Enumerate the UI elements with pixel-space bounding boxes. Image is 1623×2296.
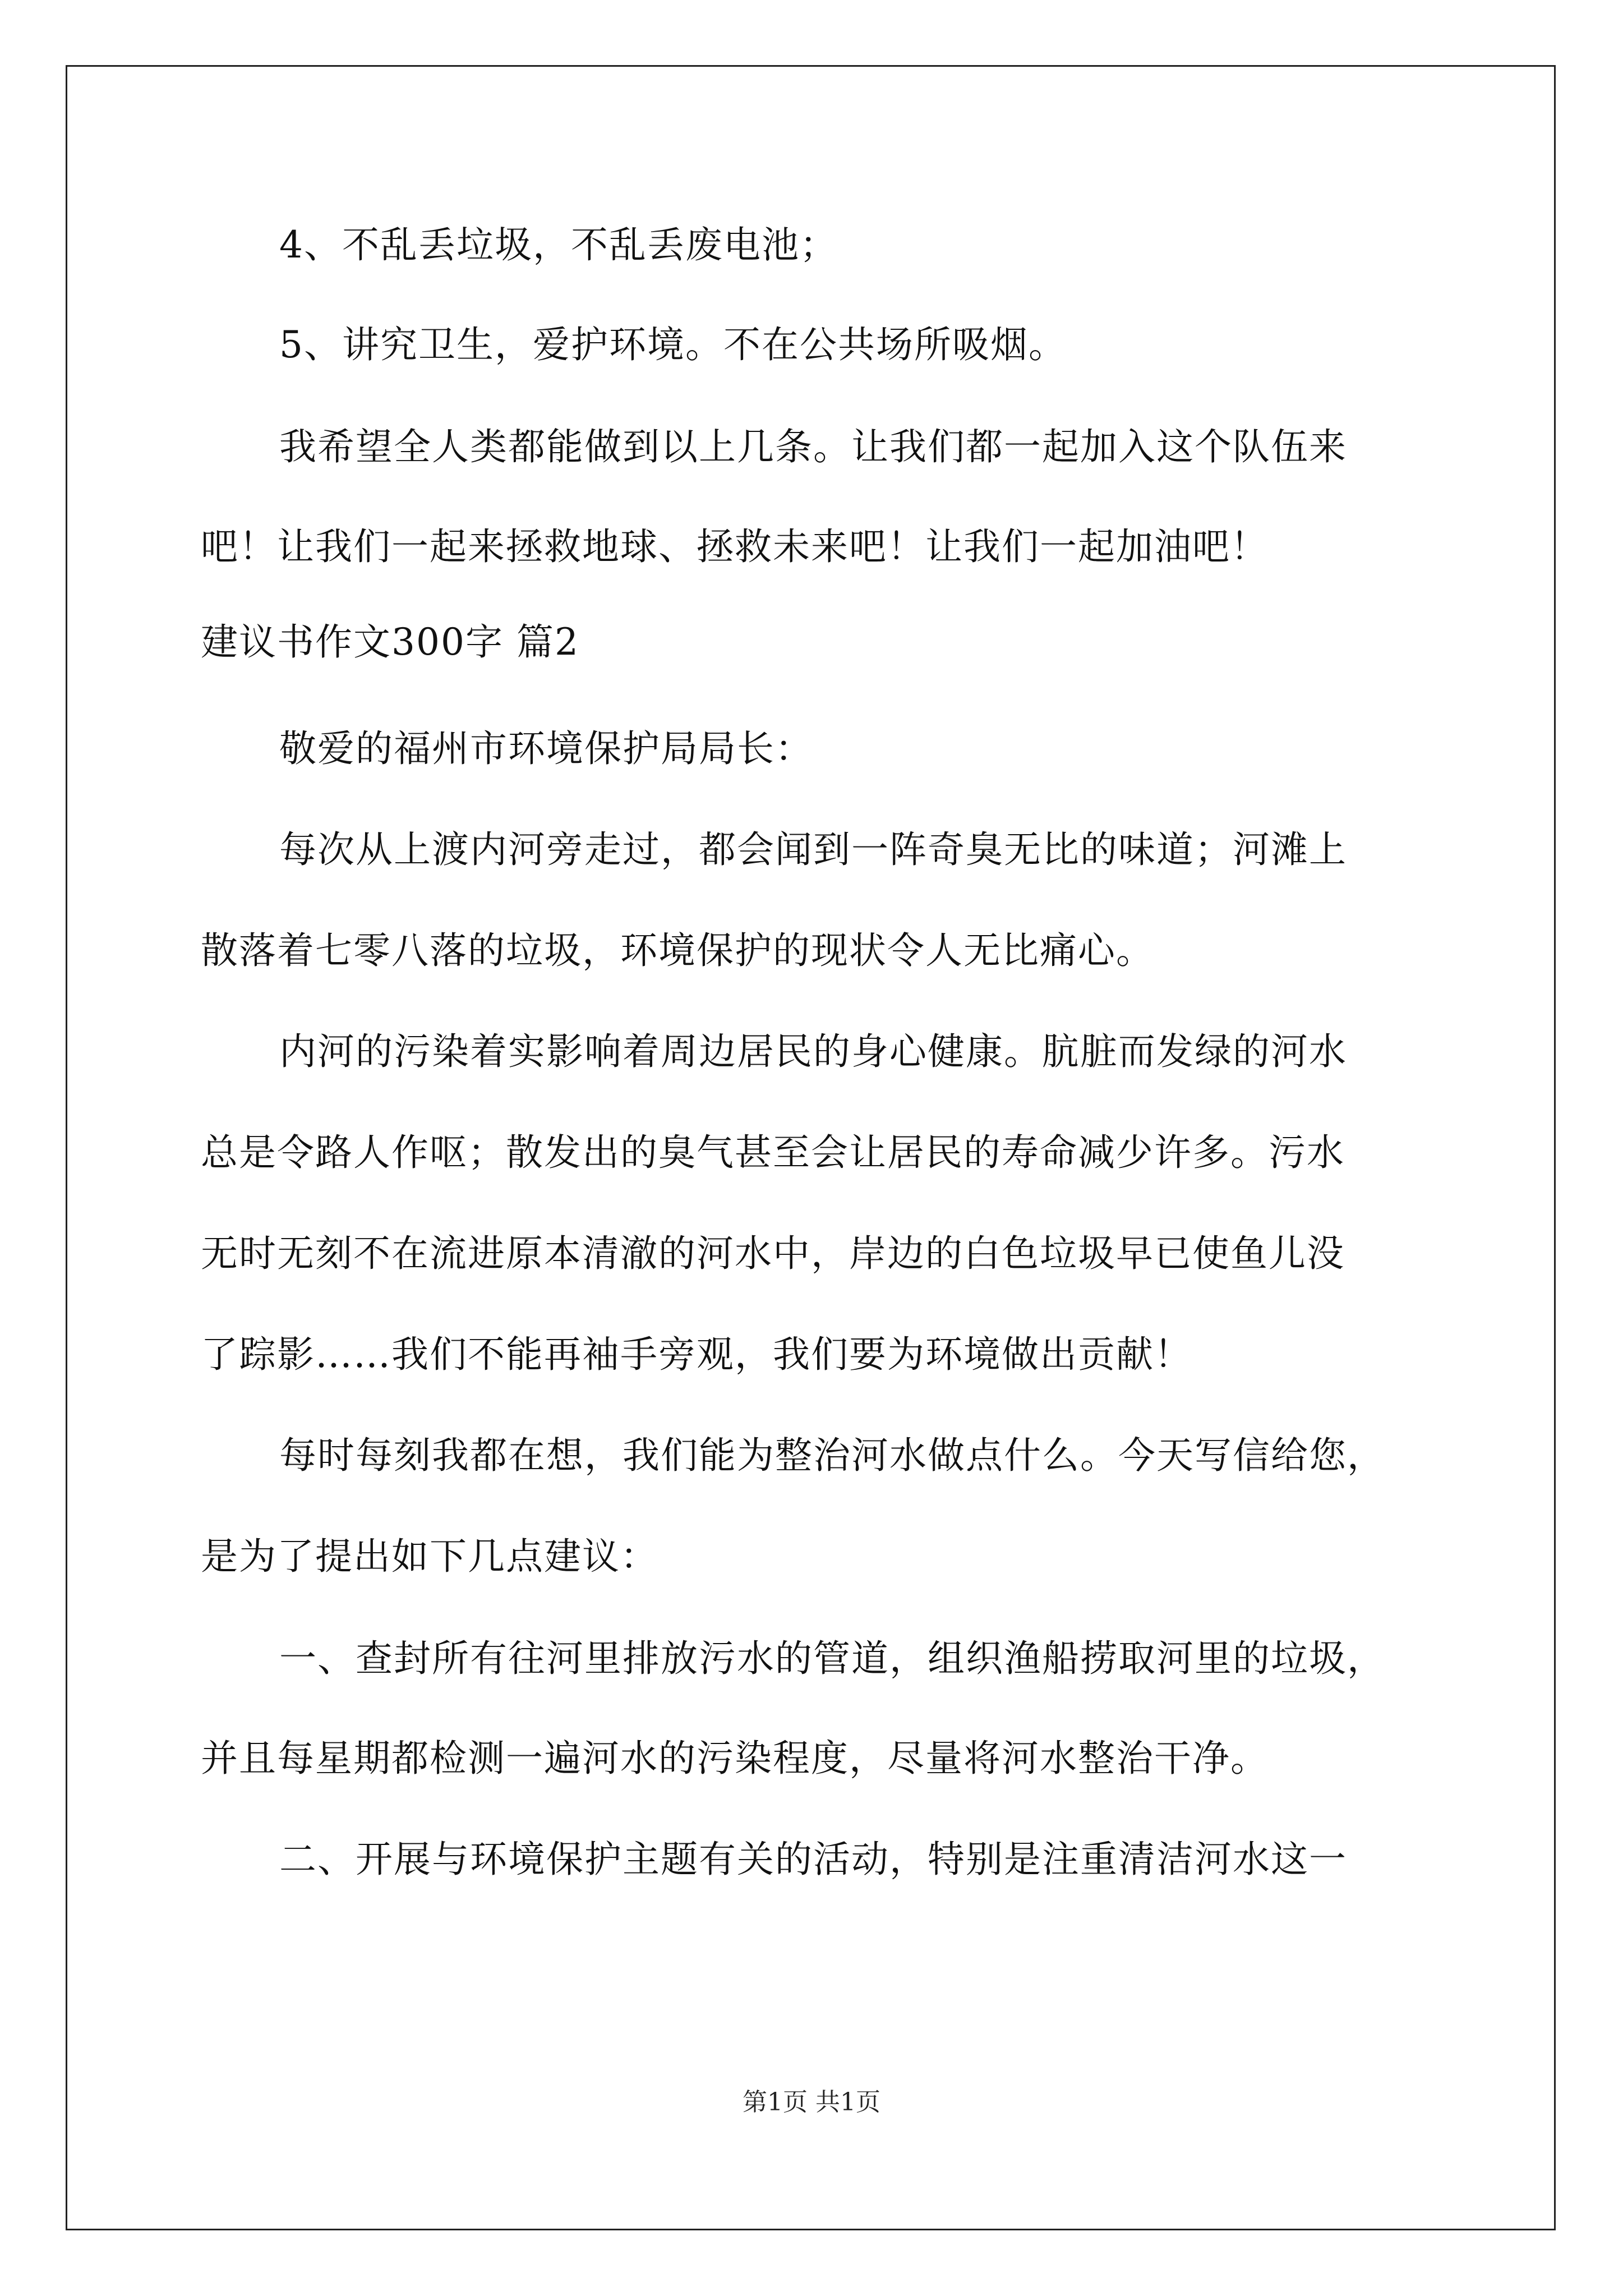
letter-line: 散落着七零八落的垃圾，环境保护的现状令人无比痛心。: [201, 929, 1154, 972]
paragraph-line: 我希望全人类都能做到以上几条。让我们都一起加入这个队伍来: [279, 425, 1347, 468]
letter-line: 一、查封所有往河里排放污水的管道，组织渔船捞取河里的垃圾，: [279, 1637, 1385, 1680]
paragraph-line: 4、不乱丢垃圾，不乱丢废电池；: [279, 223, 838, 266]
letter-salutation: 敬爱的福州市环境保护局局长：: [279, 727, 813, 770]
letter-line: 每次从上渡内河旁走过，都会闻到一阵奇臭无比的味道；河滩上: [279, 828, 1347, 871]
page-number: 第1页 共1页: [743, 2088, 880, 2116]
paragraph-line: 5、讲究卫生，爱护环境。不在公共场所吸烟。: [279, 323, 1067, 366]
letter-line: 每时每刻我都在想，我们能为整治河水做点什么。今天写信给您，: [279, 1434, 1385, 1477]
letter-line: 二、开展与环境保护主题有关的活动，特别是注重清洁河水这一: [279, 1838, 1347, 1881]
letter-line: 是为了提出如下几点建议：: [201, 1535, 658, 1578]
letter-line: 内河的污染着实影响着周边居民的身心健康。肮脏而发绿的河水: [279, 1030, 1347, 1073]
paragraph-line: 吧！让我们一起来拯救地球、拯救未来吧！让我们一起加油吧！: [201, 525, 1269, 568]
letter-line: 无时无刻不在流进原本清澈的河水中，岸边的白色垃圾早已使鱼儿没: [201, 1232, 1345, 1275]
letter-line: 并且每星期都检测一遍河水的污染程度，尽量将河水整治干净。: [201, 1737, 1269, 1780]
letter-line: 了踪影……我们不能再袖手旁观，我们要为环境做出贡献！: [201, 1333, 1192, 1376]
letter-line: 总是令路人作呕；散发出的臭气甚至会让居民的寿命减少许多。污水: [201, 1131, 1345, 1174]
section-heading: 建议书作文300字 篇2: [201, 620, 579, 664]
